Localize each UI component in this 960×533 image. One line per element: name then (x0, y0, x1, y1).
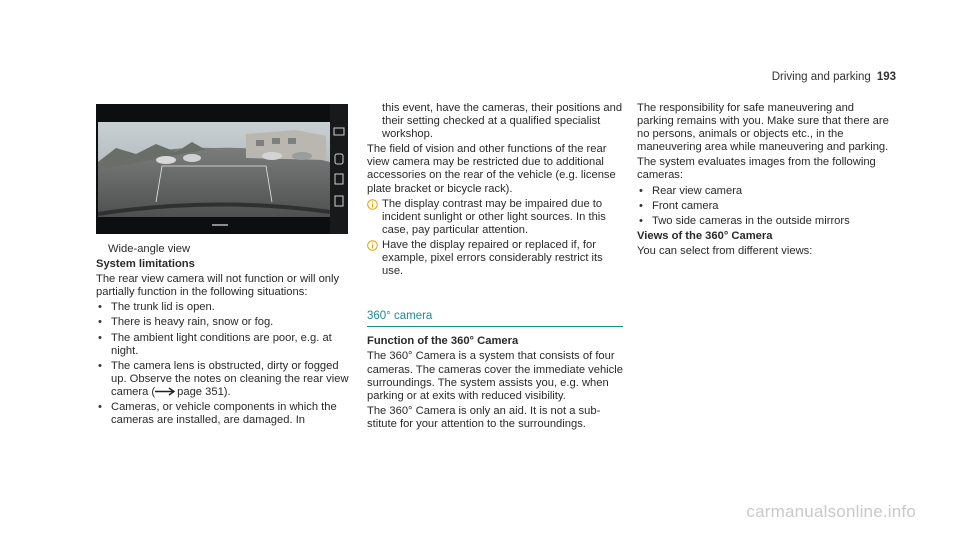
paragraph: The field of vision and other functions of the rear view camera may be restricted due to additional accessories on the rear of the vehicle (e.g. license plate bracket or bicycle rack). (367, 143, 616, 195)
note (367, 239, 623, 278)
note (367, 198, 623, 237)
paragraph: The 360° Camera is only an aid. It is not a substitute for your attention to the surroundings. (367, 404, 601, 430)
list-item: • Cameras, or vehicle components in which the cameras are installed, are damaged. In (96, 401, 352, 427)
info-note-icon (367, 199, 378, 210)
column-3 (637, 102, 893, 260)
heading-system-limitations: System limitations (96, 258, 195, 271)
list-item: • Rear view camera (637, 185, 893, 198)
paragraph: The system evaluates images from the following cameras: (637, 156, 876, 182)
page-reference-link[interactable]: page 351). (177, 385, 231, 398)
heading-views-360-camera: Views of the 360° Camera (637, 229, 773, 242)
image-caption: Wide-angle view (108, 243, 191, 255)
paragraph-continuation: this event, have the cameras, their positions and their setting checked at a qualified specialist workshop. (382, 102, 623, 141)
arrow-icon (155, 386, 177, 398)
cameras-list (637, 185, 893, 228)
note-text: Have the display repaired or replaced if, for example, pixel errors considerably restrict its use. (382, 238, 603, 278)
limitations-list (96, 301, 352, 427)
section-title-360-camera: 360° camera (367, 310, 623, 327)
page-header (772, 71, 896, 83)
paragraph: The 360° Camera is a system that consists of four cameras. The cameras cover the immediate vehicle surroundings. The system assists you, e.g. when parking or at exits with reduced visibility. (367, 350, 623, 402)
info-note-icon (367, 240, 378, 251)
section-name: Driving and parking (771, 71, 871, 83)
list-item-text: The camera lens is obstructed, dirty or fogged up. Observe the notes on cleaning the rear view camera ( (111, 359, 349, 398)
list-item (96, 360, 352, 399)
list-item: • Front camera (637, 200, 893, 213)
paragraph: The responsibility for safe maneuvering and parking remains with you. Make sure that there are no persons, animals or objects etc., in the maneuvering area while maneuvering and parking. (637, 102, 889, 154)
list-item: • The trunk lid is open. (96, 301, 352, 314)
list-item: • The ambient light conditions are poor, e.g. at night. (96, 332, 352, 358)
wide-angle-camera-image (96, 104, 348, 234)
note-text: The display contrast may be impaired due to incident sunlight or other light sources. In this case, pay particular attention. (382, 197, 606, 236)
paragraph: You can select from different views: (637, 244, 813, 257)
camera-view-illustration (96, 104, 348, 234)
list-item: • Two side cameras in the outside mirrors (637, 215, 893, 228)
page-number: 193 (876, 71, 896, 83)
column-2 (367, 102, 623, 433)
heading-function-360-camera: Function of the 360° Camera (367, 335, 519, 348)
list-item: • There is heavy rain, snow or fog. (96, 316, 352, 329)
paragraph: The rear view camera will not function or will only partially function in the following situations: (96, 273, 340, 299)
watermark: carmanualsonline.info (746, 502, 916, 521)
column-1 (96, 243, 352, 429)
